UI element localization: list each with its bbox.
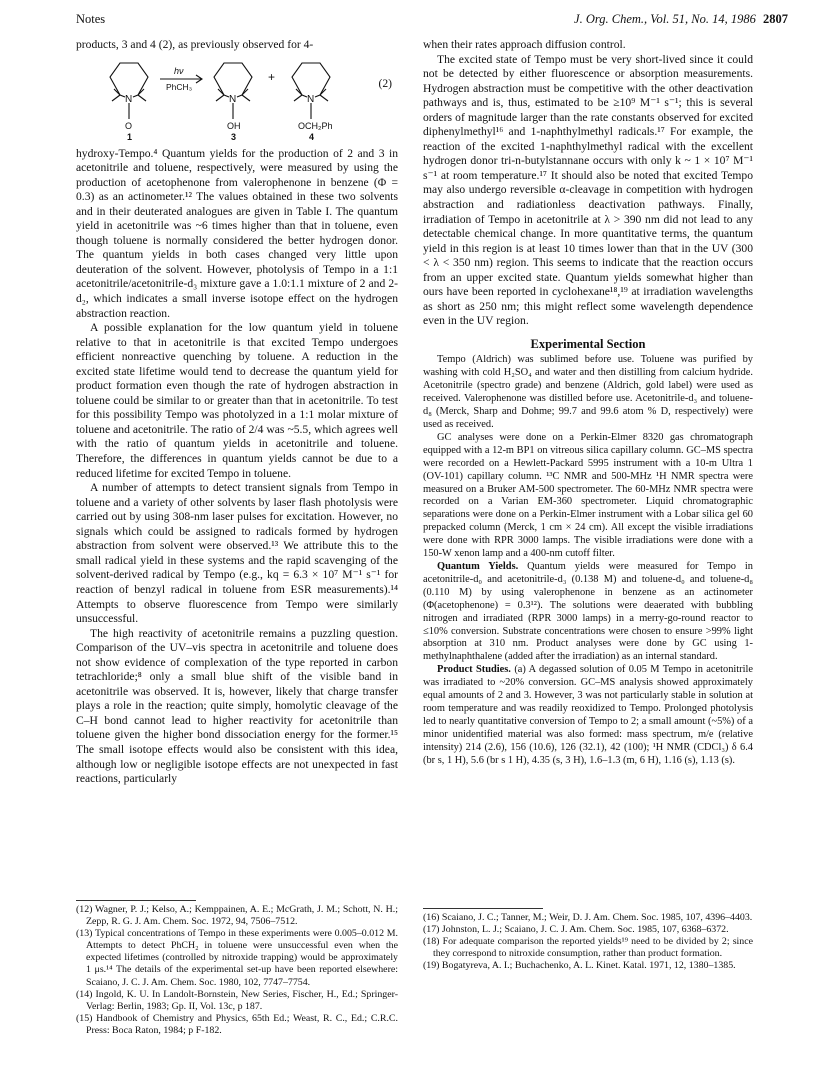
header-page-number: 2807 [763,12,788,26]
scheme-n-1: N [125,93,133,105]
footnote-16: (16) Scaiano, J. C.; Tanner, M.; Weir, D. J. Am. Chem. Soc. 1985, 107, 4396–4403. [423,912,753,923]
section-title-experimental: Experimental Section [530,336,646,351]
paragraph-materials: Tempo (Aldrich) was sublimed before use. Toluene was purified by washing with cold H₂SO₄ and water and then distilling from calcium hydride. Acetonitrile (spectro grade) and benzene (Aldrich, gold label) were used as received. Valerophenone was distilled before use. Acetonitrile-d₃ and toluene-d₈ (Merck, Sharp and Dohme; 99.7 and 99.6 atom % D, respectively) were used as received. [423,354,753,431]
footnote-14: (14) Ingold, K. U. In Landolt-Bornstein, New Series, Fischer, H., Ed.; Springer-Verlag: Berlin, 1983; Gp. II, Vol. 13c, p 187. [76,988,398,1012]
substituent-1: O [125,120,133,131]
footnotes-left [76,904,398,1037]
product-studies-text: (a) A degassed solution of 0.05 M Tempo in acetonitrile was irradiated to ~20% conversion. GC–MS analysis showed approximately equal amounts of 2 and 3. However, 3 was not particularly stable in solution at room temperature and was readily reoxidized to Tempo. Prolonged photolysis led to nearly quantitative conversion of Tempo to 2; a small amount (~5%) of a minor unidentified material was also formed: mass spectrum, m/e (relative intensity) 214 (2.6), 156 (10.6), 126 (32.1), 42 (100); ¹H NMR (CDCl₃) δ 6.4 (br s, 1 H), 5.6 (br s 1 H), 4.35 (s, 3 H), 1.6–1.3 (m, 6 H), 1.16 (s), 1.13 (s). [423,664,754,766]
right-column [423,38,753,767]
paragraph-quenching: A possible explanation for the low quantum yield in toluene relative to that in acetonitrile is that excited Tempo undergoes efficient nonreactive quenching by toluene. A reduction in the excited state lifetime would tend to decrease the quantum yield for product formation even though the rate of hydrogen abstraction in toluene could be similar to or greater than that in acetonitrile. To test for this possibility Tempo was photolyzed in a 1:1 molar mixture of toluene and acetonitrile. The ratio of 2/4 was ~5.5, which agrees well with the ratio of quantum yields in acetonitrile and toluene. Therefore, the differences in quantum yields cannot be due to a reduced lifetime for excited Tempo in toluene. [76,321,398,480]
arrow-label-hv: hν [174,65,184,76]
reaction-scheme [76,57,398,141]
paragraph-excited-state: The excited state of Tempo must be very short-lived since it could not be detected by either fluorescence or absorption measurements. Hydrogen abstraction must be competitive with the other deactivation pathways and is, thus, estimated to be ≥10⁹ M⁻¹ s⁻¹; this is several orders of magnitude larger than the rate constants observed for excited diphenylmethyl¹⁶ and 1-naphthylmethyl radicals.¹⁷ For example, the reaction of the excited 1-naphthylmethyl radical with the excellent hydrogen donor tri-n-butylstannane occurs with only k ~ 1 × 10⁷ M⁻¹ s⁻¹ at room temperature.¹⁷ It should also be noted that excited Tempo may also undergo reversible α-cleavage in competition with hydrogen abstraction and radiationless deactivation pathways. Finally, irradiation of Tempo in acetonitrile at λ > 390 nm did not lead to any detectable chemical change. In more quantitative terms, the quantum yield in this region is at least 10 times lower than that in the UV (300 < λ < 350 nm) region. This seems to indicate that the reaction occurs from an upper excited state. Quantum yields somewhat higher than ours have been reported in cyclohexane¹⁸,¹⁹ at irradiation wavelengths as short as 250 nm; this might reflect some wavelength dependence even in the UV region. [423,52,753,328]
experimental-section [423,354,753,767]
quantum-yield-methods-text: Quantum yields were measured for Tempo in acetonitrile-d₀ and acetonitrile-d₃ (0.138 M) and toluene-d₀ and toluene-d₈ (0.110 M) by using valerophenone in benzene as an actinometer (Φ(acetophenone) = 0.3¹²). The solutions were deaerated with bubbling nitrogen and irradiated (RPR 3000 lamps) in a merry-go-round reactor to ≤10% conversion. Substrate concentrations were chosen to ensure >99% light absorption at 310 nm. Product analyses were done by GC using 1-methylnaphthalene (added after the irradiation) as an internal standard. [423,560,753,663]
scheme-n-2: N [229,93,237,105]
footnote-19: (19) Bogatyreva, A. I.; Buchachenko, A. L. Kinet. Katal. 1971, 12, 1380–1385. [423,960,736,972]
footnote-18: (18) For adequate comparison the reported yields¹⁹ need to be divided by 2; since they correspond to nitroxide consumption, rather than product formation. [423,936,753,960]
compound-number-3: 3 [231,131,237,141]
runin-quantum-yields: Quantum Yields. [437,560,519,572]
paragraph-continuation: when their rates approach diffusion control. [423,38,626,51]
paragraph-reactivity: The high reactivity of acetonitrile remains a puzzling question. Comparison of the UV–vis spectra in acetonitrile and toluene does not show evidence of complexation of the type reported in carbon tetrachloride;⁸ only a small blue shift of the visible band in acetonitrile was observed. It is, however, likely that charge transfer plays a role in the reaction; quite simply, homolytic cleavage of the C–H bond cannot lead to higher reactivity for acetonitrile than toluene given the higher bond dissociation energy for the former.¹⁵ The small isotope effects would also be consistent with this idea, although low or negligible isotope effects are not unexpected in fast reactions, particularly [76,626,398,786]
footnote-17: (17) Johnston, L. J.; Scaiano, J. C. J. Am. Chem. Soc. 1985, 107, 6368–6372. [423,924,729,936]
footnote-15: (15) Handbook of Chemistry and Physics, 65th Ed.; Weast, R. C., Ed.; C.R.C. Press: Boca Raton, 1984; p F-182. [76,1012,398,1036]
scheme-n-3: N [307,93,315,105]
substituent-4: OCH₂Ph [298,120,333,131]
running-header [76,8,788,30]
footnotes-right [423,912,753,972]
footnote-12: (12) Wagner, P. J.; Kelso, A.; Kemppainen, A. E.; McGrath, J. M.; Schott, N. H.; Zepp, R. G. J. Am. Chem. Soc. 1972, 94, 7506–7512. [76,904,398,928]
footnote-rule-right [423,908,543,909]
equation-number: (2) [378,76,392,90]
paragraph-product-studies [423,664,753,767]
paragraph-instruments: GC analyses were done on a Perkin-Elmer 8320 gas chromatograph equipped with a 12-m BP1 on vitreous silica capillary column. GC–MS spectra were recorded on a Hewlett-Packard 5995 instrument with a 10-m Ultra 1 (OV-101) capillary column. ¹³C NMR and 500-MHz ¹H NMR spectra were measured on a Bruker AM-500 spectrometer. The 60-MHz NMR spectra were recorded on a Varian EM-360 spectrometer. Liquid chromatographic separations were done on a Perkin-Elmer instrument with a Lobar silica gel 60 prepacked column (Merck, 1 cm × 24 cm). All except the visible irradiations were done with RPR 3000 lamps. The visible irradiations were done with a 150-W xenon lamp and a 400-nm cutoff filter. [423,431,753,560]
substituent-3: OH [227,120,241,131]
compound-number-1: 1 [127,131,133,141]
compound-number-4: 4 [309,131,315,141]
paragraph-quantum-yield-methods [423,561,753,664]
left-column [76,38,398,787]
reaction-scheme-drawing [76,57,398,141]
runin-product-studies: Product Studies. [437,664,511,676]
paragraph-quantum-yields: hydroxy-Tempo.⁴ Quantum yields for the production of 2 and 3 in acetonitrile and toluene, respectively, were measured by using the production of acetophenone from valerophenone in benzene (Φ = 0.3) as an actinometer.¹² The values obtained in these two solvents and in their deuterated analogues are given in Table I. The quantum yield in acetonitrile was ~6 times higher than that in toluene, even though toluene is normally considered the better hydrogen donor. The quantum yields in both cases changed very little upon deuteration of the solvent. However, photolysis of Tempo in a 1:1 acetonitrile/acetonitrile-d₃ mixture gave a 1.0:1.1 mixture of 2 and 2-d₂, which indicates a small inverse isotope effect on the hydrogen abstraction reaction. [76,146,398,320]
header-section-label: Notes [76,12,106,26]
footnote-13: (13) Typical concentrations of Tempo in these experiments were 0.005–0.012 M. Attempts to detect PhCH₂ in toluene were unsuccessful even when the expected lifetimes (controlled by nitroxide trapping) would be approximately 1 μs.¹⁴ The details of the experimental set-up have been reported elsewhere: Scaiano, J. C. J. Am. Chem. Soc. 1980, 102, 7747–7754. [76,928,398,988]
header-journal-citation [574,12,788,27]
arrow-label-solvent: PhCH₃ [166,81,193,92]
header-journal: J. Org. Chem., Vol. 51, No. 14, 1986 [574,12,756,26]
paragraph-intro: products, 3 and 4 (2), as previously observed for 4- [76,38,314,51]
scheme-plus: + [268,69,276,84]
paragraph-flash-photolysis: A number of attempts to detect transient signals from Tempo in toluene and a variety of other solvents by laser flash photolysis were carried out by using 308-nm laser pulses for excitation. However, no signals which could be assigned to radicals formed by hydrogen abstraction from solvent were observed.¹³ We attribute this to the small radical yield in these systems and the rapid scavenging of the solvent-derived radical by Tempo (e.g., kq = 6.3 × 10⁷ M⁻¹ s⁻¹ for reaction of benzyl radical in toluene from ESR measurements).¹⁴ Attempts to observe fluorescence from Tempo were similarly unsuccessful. [76,481,398,626]
footnote-rule-left [76,900,196,901]
